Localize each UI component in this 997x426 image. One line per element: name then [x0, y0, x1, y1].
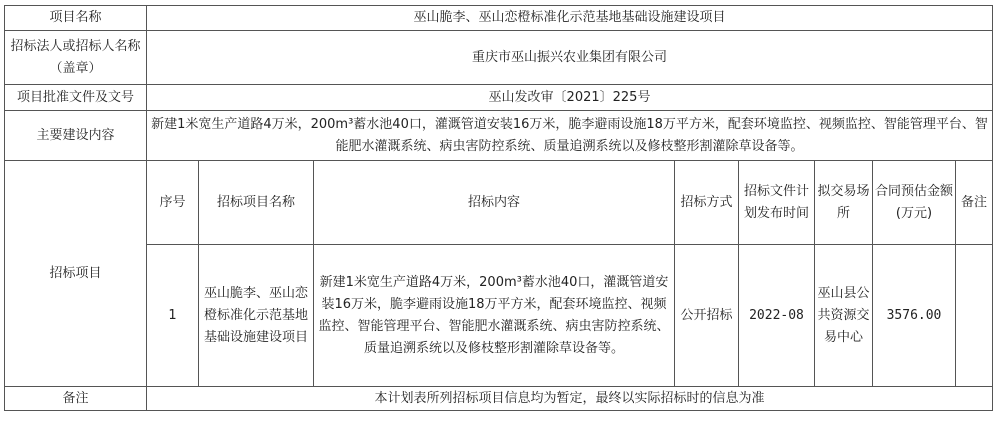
row-project-name	[5, 6, 993, 31]
item-venue: 巫山县公共资源交易中心	[815, 245, 873, 387]
header-note: 备注	[956, 161, 993, 245]
header-seq: 序号	[147, 161, 199, 245]
header-venue: 拟交易场所	[815, 161, 873, 245]
row-bidder	[5, 31, 993, 85]
project-name-value: 巫山脆李、巫山恋橙标准化示范基地基础设施建设项目	[147, 6, 993, 31]
header-amount: 合同预估金额(万元)	[873, 161, 956, 245]
header-method: 招标方式	[675, 161, 739, 245]
row-main-content	[5, 111, 993, 161]
bid-items-label: 招标项目	[5, 161, 147, 387]
item-name: 巫山脆李、巫山恋橙标准化示范基地基础设施建设项目	[199, 245, 314, 387]
approval-value: 巫山发改审〔2021〕225号	[147, 85, 993, 111]
row-approval	[5, 85, 993, 111]
main-content-value: 新建1米宽生产道路4万米，200m³蓄水池40口，灌溉管道安装16万米，脆李避雨设施18万平方米，配套环境监控、视频监控、智能管理平台、智能肥水灌溉系统、病虫害防控系统、质量追溯系统以及修枝整形割灌除草设备等。	[147, 111, 993, 161]
remark-label: 备注	[5, 387, 147, 411]
bidder-label: 招标法人或招标人名称（盖章）	[5, 31, 147, 85]
item-seq: 1	[147, 245, 199, 387]
header-content: 招标内容	[314, 161, 675, 245]
item-plan-time: 2022-08	[739, 245, 815, 387]
project-name-label: 项目名称	[5, 6, 147, 31]
header-plan-time: 招标文件计划发布时间	[739, 161, 815, 245]
main-content-label: 主要建设内容	[5, 111, 147, 161]
remark-value: 本计划表所列招标项目信息均为暂定，最终以实际招标时的信息为准	[147, 387, 993, 411]
item-note	[956, 245, 993, 387]
row-bid-items-header	[5, 161, 993, 245]
item-amount: 3576.00	[873, 245, 956, 387]
header-name: 招标项目名称	[199, 161, 314, 245]
bidder-value: 重庆市巫山振兴农业集团有限公司	[147, 31, 993, 85]
table-row	[5, 245, 993, 387]
bid-plan-table	[4, 5, 993, 411]
approval-label: 项目批准文件及文号	[5, 85, 147, 111]
item-content: 新建1米宽生产道路4万米，200m³蓄水池40口，灌溉管道安装16万米，脆李避雨设施18万平方米，配套环境监控、视频监控、智能管理平台、智能肥水灌溉系统、病虫害防控系统、质量追溯系统以及修枝整形割灌除草设备等。	[314, 245, 675, 387]
row-remark	[5, 387, 993, 411]
item-method: 公开招标	[675, 245, 739, 387]
